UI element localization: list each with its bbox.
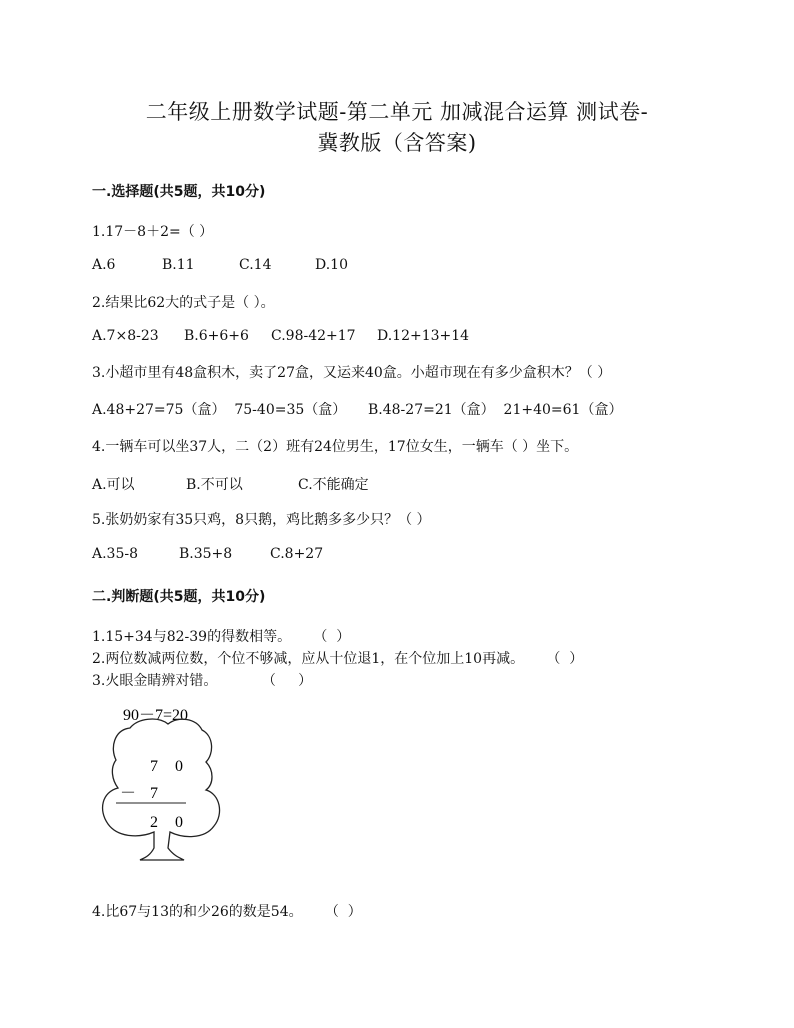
- question-3: 3.小超市里有48盒积木，卖了27盒，又运来40盒。小超市现在有多少盒积木？（ ）: [92, 365, 612, 381]
- question-2-options: [92, 328, 469, 344]
- question-4: 4.一辆车可以坐37人，二（2）班有24位男生，17位女生，一辆车（ ）坐下。: [92, 439, 579, 455]
- option-a: A.35-8: [92, 546, 139, 562]
- judge-question-4: 4.比67与13的和少26的数是54。 （ ）: [92, 904, 362, 920]
- question-2: 2.结果比62大的式子是（ ）。: [92, 295, 275, 311]
- option-d: D.12+13+14: [377, 328, 470, 344]
- question-5: 5.张奶奶家有35只鸡，8只鹅，鸡比鹅多多少只？（ ）: [92, 512, 431, 528]
- tree-equation: 90－7=20: [123, 707, 189, 724]
- option-c: C.不能确定: [298, 477, 369, 493]
- digit-row3-ones: 0: [175, 814, 183, 831]
- section-1-heading: 一.选择题(共5题，共10分): [92, 184, 266, 200]
- section-2-heading: 二.判断题(共5题，共10分): [92, 589, 266, 605]
- digit-row1-tens: 7: [150, 758, 158, 775]
- option-b: B.不可以: [186, 477, 243, 493]
- question-1-options: [92, 257, 348, 273]
- option-c: C.8+27: [270, 546, 324, 562]
- option-b: B.48-27=21（盒） 21+40=61（盒）: [368, 402, 623, 418]
- tree-figure: [98, 700, 228, 865]
- question-3-options: [92, 399, 622, 419]
- option-b: B.6+6+6: [184, 328, 249, 344]
- title-line-2: 冀教版（含答案): [317, 131, 477, 155]
- option-b: B.35+8: [179, 546, 233, 562]
- digit-row3-tens: 2: [150, 814, 158, 831]
- judge-question-1: 1.15+34与82-39的得数相等。 （ ）: [92, 629, 351, 645]
- minus-sign: －: [120, 785, 137, 802]
- option-c: C.98-42+17: [271, 328, 356, 344]
- option-a: A.6: [92, 257, 116, 273]
- option-a: A.48+27=75（盒） 75-40=35（盒）: [92, 402, 347, 418]
- question-4-options: [92, 474, 369, 494]
- question-1: 1.17－8＋2=（ ）: [92, 224, 214, 240]
- digit-row1-ones: 0: [175, 758, 183, 775]
- question-5-options: [92, 546, 323, 562]
- option-b: B.11: [162, 257, 195, 273]
- digit-row2: 7: [150, 785, 158, 802]
- judge-question-3: 3.火眼金睛辨对错。 （ ）: [92, 673, 313, 689]
- option-c: C.14: [239, 257, 272, 273]
- judge-question-2: 2.两位数减两位数，个位不够减，应从十位退1，在个位加上10再减。 （ ）: [92, 651, 584, 667]
- option-a: A.可以: [92, 477, 135, 493]
- title-line-1: 二年级上册数学试题-第二单元 加减混合运算 测试卷-: [145, 100, 649, 124]
- option-d: D.10: [315, 257, 348, 273]
- option-a: A.7×8-23: [92, 328, 159, 344]
